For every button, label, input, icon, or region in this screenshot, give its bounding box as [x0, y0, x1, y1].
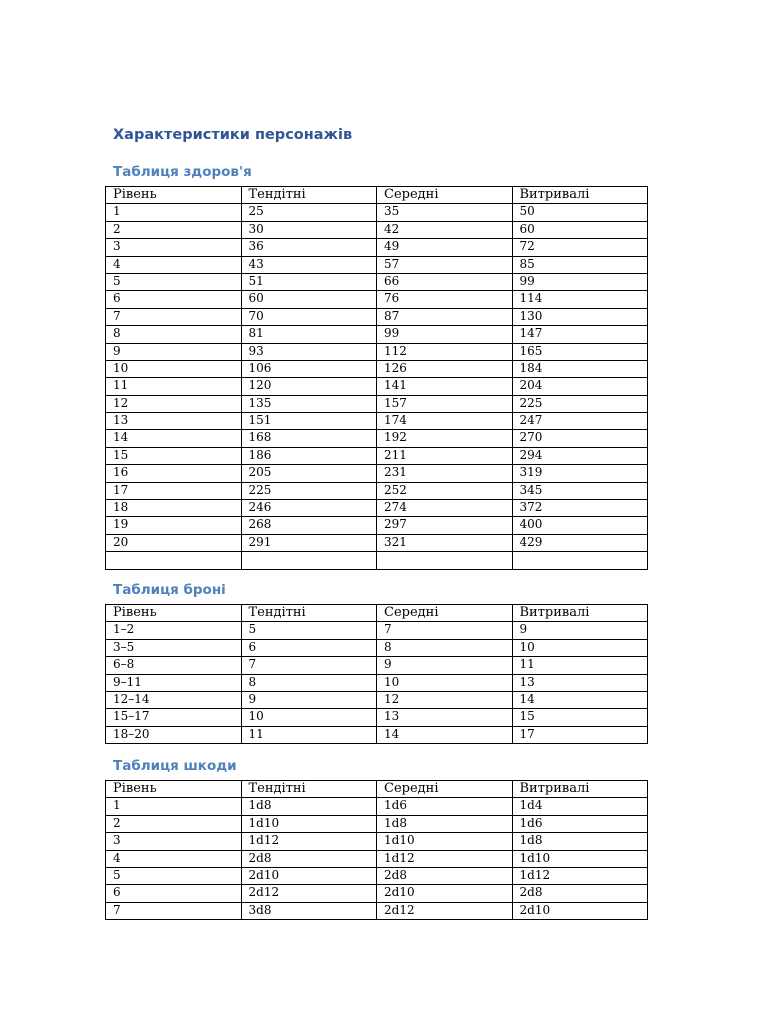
column-header-fragile: Тендітні	[241, 605, 377, 622]
table-cell: 1d4	[512, 798, 648, 815]
table-row	[106, 867, 648, 884]
table-cell: 9–11	[106, 674, 242, 691]
table-cell: 1–2	[106, 622, 242, 639]
table-row	[106, 885, 648, 902]
table-cell: 9	[106, 343, 242, 360]
table-cell: 1d12	[512, 867, 648, 884]
column-header-medium: Середні	[377, 605, 513, 622]
table-cell: 231	[377, 465, 513, 482]
table-cell: 1d6	[512, 815, 648, 832]
table-cell: 51	[241, 273, 377, 290]
table-row	[106, 239, 648, 256]
table-row	[106, 500, 648, 517]
table-cell: 66	[377, 273, 513, 290]
table-cell: 11	[106, 378, 242, 395]
table-cell: 274	[377, 500, 513, 517]
table-cell: 50	[512, 204, 648, 221]
table-cell: 15–17	[106, 709, 242, 726]
table-cell: 13	[106, 413, 242, 430]
column-header-medium: Середні	[377, 187, 513, 204]
table-row	[106, 534, 648, 551]
table-row	[106, 833, 648, 850]
table-cell: 2d8	[377, 867, 513, 884]
table-cell: 49	[377, 239, 513, 256]
table-cell: 14	[106, 430, 242, 447]
table-cell: 429	[512, 534, 648, 551]
table-cell: 60	[512, 221, 648, 238]
table-cell: 18	[106, 500, 242, 517]
armor-table	[105, 604, 648, 744]
table-cell: 5	[106, 867, 242, 884]
table-cell: 2d12	[377, 902, 513, 919]
table-cell: 400	[512, 517, 648, 534]
table-row	[106, 726, 648, 743]
table-cell: 9	[241, 691, 377, 708]
table-cell: 184	[512, 360, 648, 377]
table-cell: 252	[377, 482, 513, 499]
table-cell: 372	[512, 500, 648, 517]
table-cell: 135	[241, 395, 377, 412]
table-row	[106, 674, 648, 691]
table-cell: 17	[512, 726, 648, 743]
table-cell: 186	[241, 447, 377, 464]
table-row	[106, 395, 648, 412]
table-cell: 268	[241, 517, 377, 534]
table-row	[106, 709, 648, 726]
table-cell: 1d8	[512, 833, 648, 850]
table-cell: 2d10	[512, 902, 648, 919]
table-cell: 13	[512, 674, 648, 691]
table-cell: 7	[377, 622, 513, 639]
table-header-row	[106, 781, 648, 798]
table-cell: 130	[512, 308, 648, 325]
table-row	[106, 815, 648, 832]
table-cell	[106, 552, 242, 569]
table-row	[106, 850, 648, 867]
table-cell: 14	[512, 691, 648, 708]
table-row	[106, 326, 648, 343]
table-cell: 225	[241, 482, 377, 499]
table-cell: 2d12	[241, 885, 377, 902]
table-cell: 18–20	[106, 726, 242, 743]
table-row	[106, 622, 648, 639]
table-cell: 14	[377, 726, 513, 743]
table-cell: 106	[241, 360, 377, 377]
table-row	[106, 413, 648, 430]
column-header-sturdy: Витривалі	[512, 781, 648, 798]
table-cell: 8	[377, 639, 513, 656]
table-cell: 1d10	[512, 850, 648, 867]
table-cell: 165	[512, 343, 648, 360]
table-cell: 99	[512, 273, 648, 290]
table-row	[106, 482, 648, 499]
health-table	[105, 186, 648, 570]
column-header-fragile: Тендітні	[241, 187, 377, 204]
table-cell: 1	[106, 798, 242, 815]
table-cell: 9	[377, 657, 513, 674]
table-cell: 1d12	[241, 833, 377, 850]
table-cell: 4	[106, 850, 242, 867]
table-cell: 211	[377, 447, 513, 464]
table-cell: 6	[106, 291, 242, 308]
table-row	[106, 256, 648, 273]
table-row	[106, 204, 648, 221]
table-cell: 87	[377, 308, 513, 325]
table-cell: 12	[377, 691, 513, 708]
table-cell: 294	[512, 447, 648, 464]
table-row	[106, 430, 648, 447]
table-row	[106, 465, 648, 482]
table-cell: 2d8	[241, 850, 377, 867]
table-cell: 126	[377, 360, 513, 377]
table-cell: 5	[241, 622, 377, 639]
table-cell: 20	[106, 534, 242, 551]
table-cell: 2	[106, 221, 242, 238]
table-cell: 345	[512, 482, 648, 499]
table-cell: 120	[241, 378, 377, 395]
table-cell: 225	[512, 395, 648, 412]
table-cell	[241, 552, 377, 569]
table-cell: 11	[512, 657, 648, 674]
table-cell: 297	[377, 517, 513, 534]
column-header-fragile: Тендітні	[241, 781, 377, 798]
table-cell: 15	[106, 447, 242, 464]
table-cell: 4	[106, 256, 242, 273]
table-row	[106, 798, 648, 815]
table-row	[106, 360, 648, 377]
table-cell: 3	[106, 239, 242, 256]
column-header-sturdy: Витривалі	[512, 187, 648, 204]
table-header-row	[106, 605, 648, 622]
table-cell: 72	[512, 239, 648, 256]
table-cell: 1	[106, 204, 242, 221]
table-cell: 204	[512, 378, 648, 395]
table-cell: 19	[106, 517, 242, 534]
table-cell: 10	[241, 709, 377, 726]
table-cell: 6–8	[106, 657, 242, 674]
table-cell: 85	[512, 256, 648, 273]
table-cell: 3d8	[241, 902, 377, 919]
table-cell: 43	[241, 256, 377, 273]
table-cell: 3	[106, 833, 242, 850]
table-cell: 35	[377, 204, 513, 221]
table-cell: 157	[377, 395, 513, 412]
table-cell: 1d6	[377, 798, 513, 815]
table-cell: 11	[241, 726, 377, 743]
table-cell: 12–14	[106, 691, 242, 708]
column-header-sturdy: Витривалі	[512, 605, 648, 622]
table-cell: 247	[512, 413, 648, 430]
table-row	[106, 639, 648, 656]
table-cell: 321	[377, 534, 513, 551]
table-cell: 141	[377, 378, 513, 395]
damage-table-title: Таблиця шкоди	[113, 758, 237, 774]
table-row	[106, 691, 648, 708]
damage-table	[105, 780, 648, 920]
table-row	[106, 378, 648, 395]
table-row	[106, 221, 648, 238]
table-cell: 205	[241, 465, 377, 482]
table-cell: 42	[377, 221, 513, 238]
table-cell: 17	[106, 482, 242, 499]
table-row	[106, 308, 648, 325]
table-cell: 6	[241, 639, 377, 656]
table-cell: 99	[377, 326, 513, 343]
table-cell: 319	[512, 465, 648, 482]
table-cell: 2d10	[377, 885, 513, 902]
table-cell: 1d12	[377, 850, 513, 867]
table-cell: 76	[377, 291, 513, 308]
table-cell: 6	[106, 885, 242, 902]
table-cell: 147	[512, 326, 648, 343]
table-cell: 270	[512, 430, 648, 447]
table-header-row	[106, 187, 648, 204]
table-cell: 1d10	[241, 815, 377, 832]
table-cell: 57	[377, 256, 513, 273]
table-cell: 36	[241, 239, 377, 256]
table-cell: 8	[106, 326, 242, 343]
table-cell: 2d10	[241, 867, 377, 884]
table-cell: 246	[241, 500, 377, 517]
table-cell: 1d10	[377, 833, 513, 850]
table-cell: 1d8	[241, 798, 377, 815]
column-header-level: Рівень	[106, 781, 242, 798]
table-cell: 7	[241, 657, 377, 674]
column-header-level: Рівень	[106, 187, 242, 204]
table-cell: 112	[377, 343, 513, 360]
table-cell: 174	[377, 413, 513, 430]
health-table-title: Таблиця здоров'я	[113, 164, 252, 180]
table-cell: 151	[241, 413, 377, 430]
table-row	[106, 291, 648, 308]
armor-table-title: Таблиця броні	[113, 582, 226, 598]
table-row	[106, 902, 648, 919]
table-cell	[512, 552, 648, 569]
table-cell: 168	[241, 430, 377, 447]
table-cell	[377, 552, 513, 569]
table-row	[106, 447, 648, 464]
table-cell: 2d8	[512, 885, 648, 902]
column-header-medium: Середні	[377, 781, 513, 798]
table-cell: 114	[512, 291, 648, 308]
table-cell: 8	[241, 674, 377, 691]
table-cell: 7	[106, 308, 242, 325]
table-cell: 192	[377, 430, 513, 447]
table-cell: 81	[241, 326, 377, 343]
column-header-level: Рівень	[106, 605, 242, 622]
table-cell: 25	[241, 204, 377, 221]
table-cell: 60	[241, 291, 377, 308]
table-cell: 1d8	[377, 815, 513, 832]
table-cell: 291	[241, 534, 377, 551]
table-cell: 70	[241, 308, 377, 325]
table-row	[106, 343, 648, 360]
table-cell: 5	[106, 273, 242, 290]
table-cell: 93	[241, 343, 377, 360]
table-cell: 16	[106, 465, 242, 482]
table-cell: 15	[512, 709, 648, 726]
table-row	[106, 552, 648, 569]
table-cell: 13	[377, 709, 513, 726]
table-cell: 9	[512, 622, 648, 639]
table-cell: 7	[106, 902, 242, 919]
table-row	[106, 657, 648, 674]
table-cell: 10	[512, 639, 648, 656]
table-row	[106, 517, 648, 534]
table-cell: 3–5	[106, 639, 242, 656]
document-title: Характеристики персонажів	[113, 127, 353, 143]
table-cell: 10	[106, 360, 242, 377]
table-cell: 2	[106, 815, 242, 832]
table-cell: 12	[106, 395, 242, 412]
table-cell: 10	[377, 674, 513, 691]
table-cell: 30	[241, 221, 377, 238]
table-row	[106, 273, 648, 290]
